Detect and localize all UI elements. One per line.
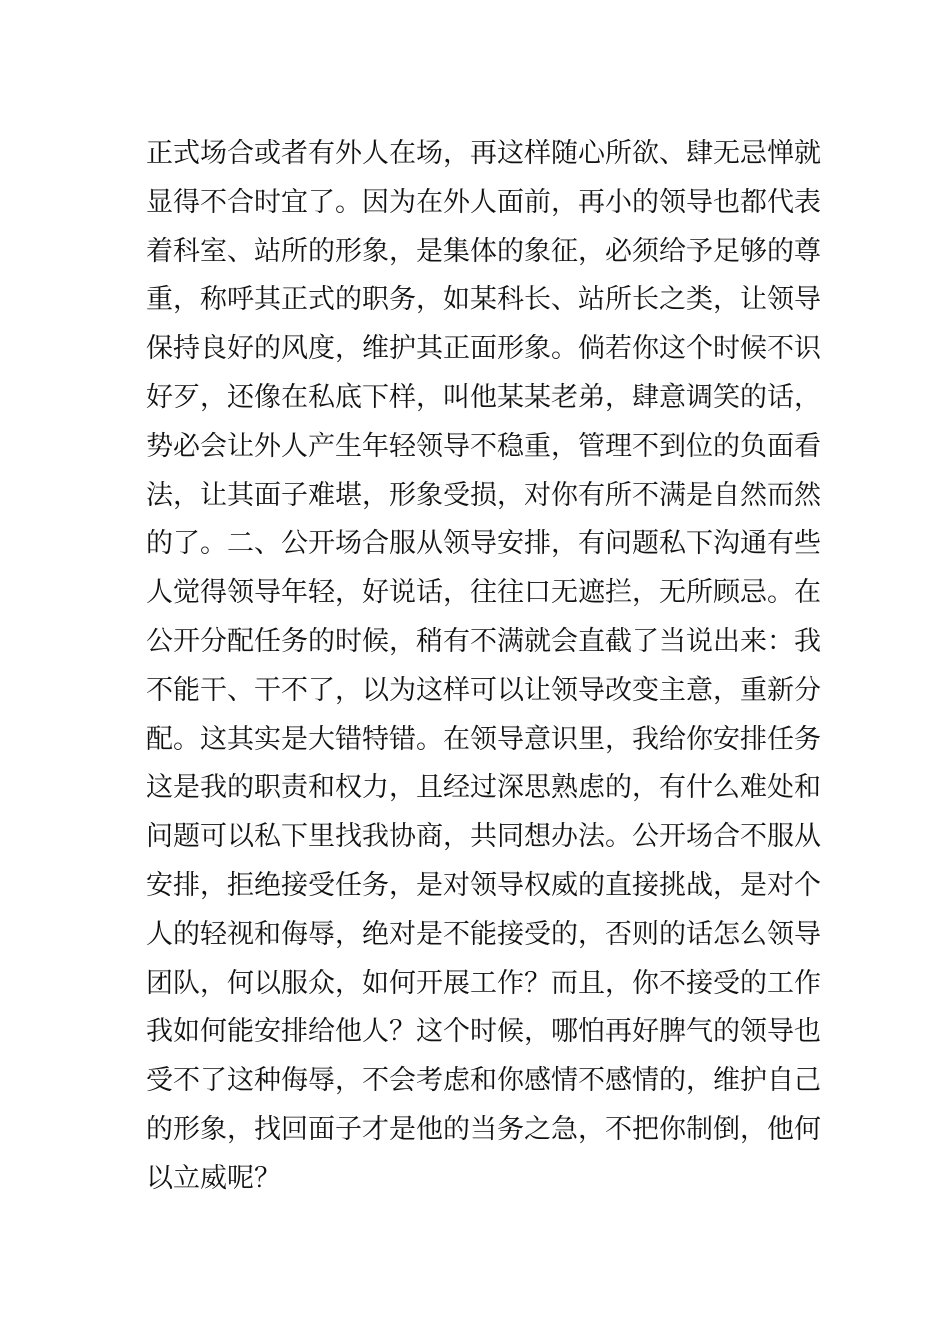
text-line: 人的轻视和侮辱，绝对是不能接受的，否则的话怎么领导 [146,918,821,950]
text-line: 问题可以私下里找我协商，共同想办法。公开场合不服从 [146,821,821,853]
text-line: 着科室、站所的形象，是集体的象征，必须给予足够的尊 [146,235,821,267]
text-line: 以立威呢？ [146,1162,281,1194]
text-line: 安排，拒绝接受任务，是对领导权威的直接挑战，是对个 [146,869,821,901]
body-paragraph [146,130,821,1204]
text-line: 法，让其面子难堪，形象受损，对你有所不满是自然而然 [146,479,821,511]
text-line: 我如何能安排给他人？这个时候，哪怕再好脾气的领导也 [146,1016,821,1048]
text-line: 显得不合时宜了。因为在外人面前，再小的领导也都代表 [146,186,821,218]
text-line: 正式场合或者有外人在场，再这样随心所欲、肆无忌惮就 [146,138,821,169]
text-line: 人觉得领导年轻，好说话，往往口无遮拦，无所顾忌。在 [146,577,821,609]
text-line: 重，称呼其正式的职务，如某科长、站所长之类，让领导 [146,284,821,316]
text-line: 团队，何以服众，如何开展工作？而且，你不接受的工作 [146,967,821,999]
text-line: 这是我的职责和权力，且经过深思熟虑的，有什么难处和 [146,772,821,804]
text-line: 公开分配任务的时候，稍有不满就会直截了当说出来：我 [146,625,821,657]
text-line: 好歹，还像在私底下样，叫他某某老弟，肆意调笑的话， [146,381,821,413]
text-line: 的了。二、公开场合服从领导安排，有问题私下沟通有些 [146,528,821,560]
text-line: 势必会让外人产生年轻领导不稳重，管理不到位的负面看 [146,430,821,462]
text-line: 不能干、干不了，以为这样可以让领导改变主意，重新分 [146,674,821,706]
text-line: 配。这其实是大错特错。在领导意识里，我给你安排任务 [146,723,821,755]
text-line: 受不了这种侮辱，不会考虑和你感情不感情的，维护自己 [146,1065,821,1097]
text-line: 的形象，找回面子才是他的当务之急，不把你制倒，他何 [146,1113,821,1145]
text-line: 保持良好的风度，维护其正面形象。倘若你这个时候不识 [146,333,821,365]
